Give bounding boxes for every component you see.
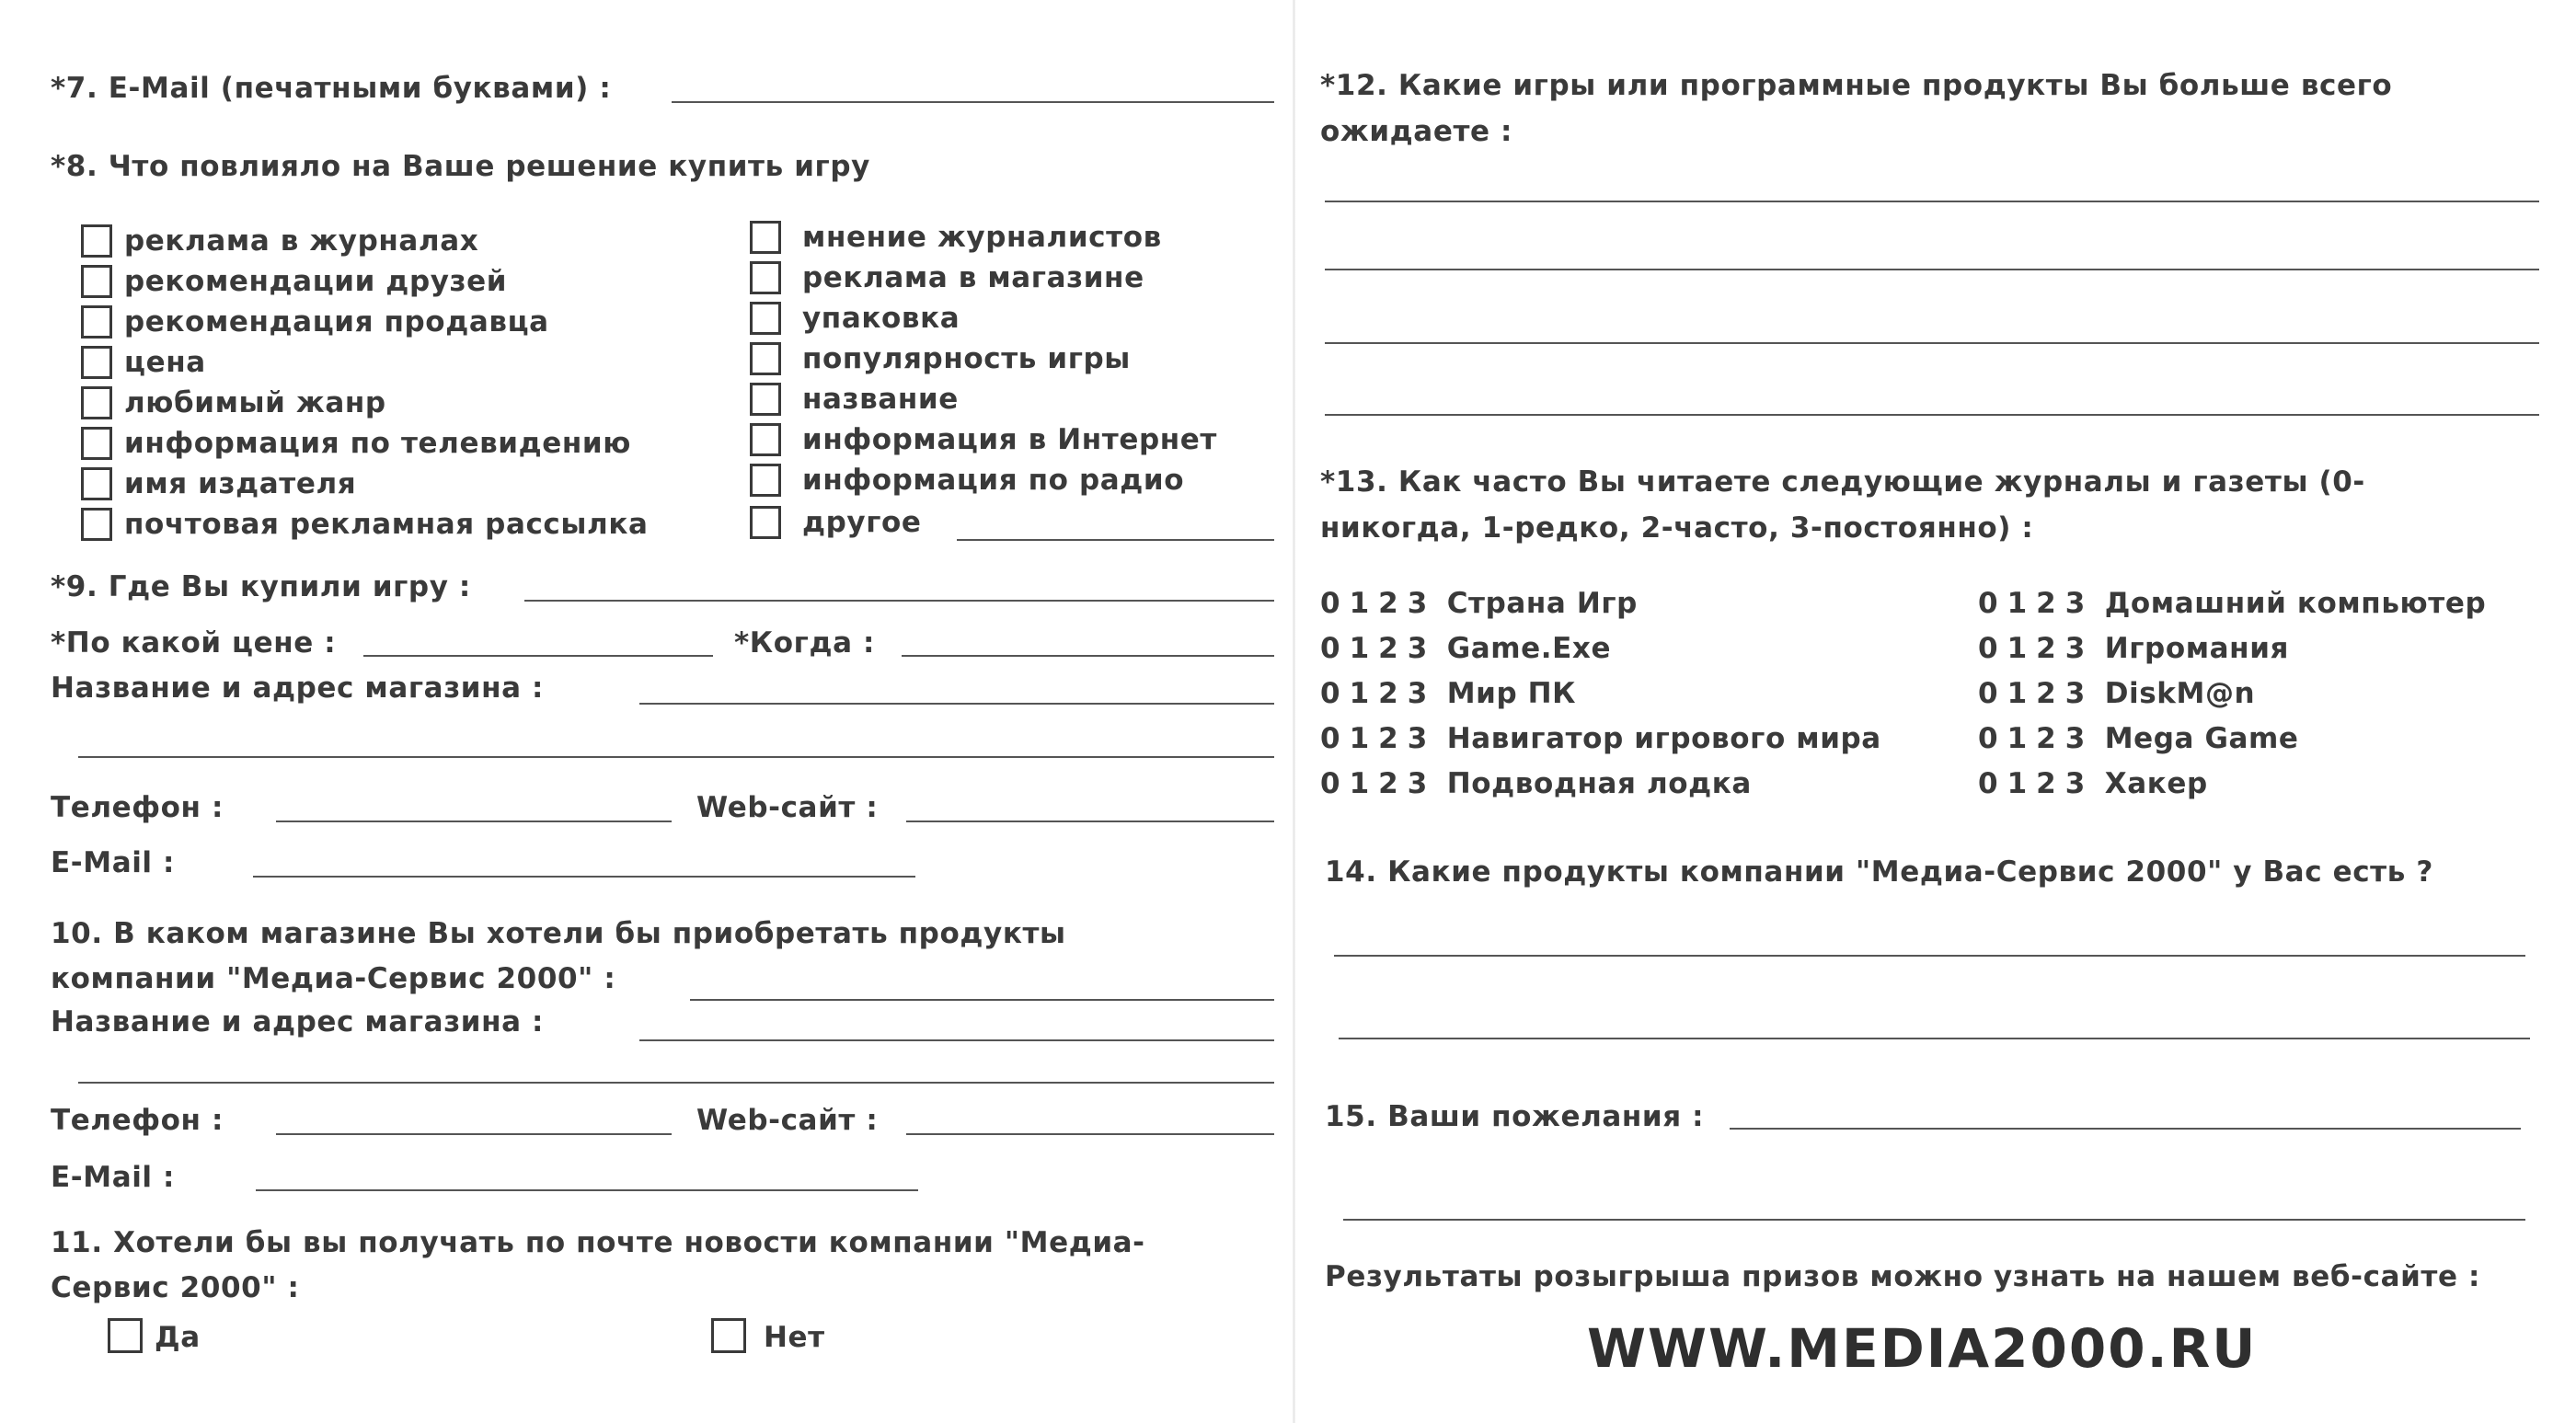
q12-answer-line-1[interactable]	[1325, 201, 2539, 202]
q12-answer-line-4[interactable]	[1325, 414, 2539, 416]
q9-email-label: E-Mail :	[51, 846, 176, 879]
checkbox-q11-yes[interactable]	[108, 1318, 143, 1353]
checkbox-q8-15[interactable]	[750, 464, 781, 497]
q9-store-label: Название и адрес магазина :	[51, 671, 545, 705]
option-label: другое	[802, 506, 922, 539]
q11-no-label: Нет	[764, 1321, 825, 1354]
q13-row[interactable]	[1320, 587, 1638, 620]
option-label: информация в Интернет	[802, 423, 1218, 456]
checkbox-q8-11[interactable]	[750, 302, 781, 335]
option-label: цена	[124, 346, 206, 379]
q14-answer-line-2[interactable]	[1339, 1038, 2530, 1039]
checkbox-q11-no[interactable]	[711, 1318, 746, 1353]
checkbox-q8-12[interactable]	[750, 342, 781, 375]
q15-answer-line-2[interactable]	[1343, 1219, 2525, 1221]
checkbox-q8-6[interactable]	[81, 427, 112, 460]
magazine-name: Mega Game	[2104, 722, 2299, 755]
checkbox-q8-7[interactable]	[81, 467, 112, 500]
checkbox-q8-8[interactable]	[81, 508, 112, 541]
magazine-name: Мир ПК	[1446, 677, 1577, 710]
checkbox-q8-5[interactable]	[81, 386, 112, 419]
q13-row[interactable]	[1978, 722, 2299, 755]
q13-row[interactable]	[1978, 632, 2289, 665]
q13-row[interactable]	[1320, 677, 1576, 710]
option-label: реклама в журналах	[124, 224, 479, 258]
q13-scale[interactable]: 0123	[1978, 767, 2095, 800]
q14-label: 14. Какие продукты компании "Медиа-Сервис 2000" у Вас есть ?	[1325, 855, 2433, 889]
option-label: почтовая рекламная рассылка	[124, 508, 649, 541]
q8-other-field[interactable]	[957, 539, 1274, 541]
option-label: рекомендация продавца	[124, 305, 549, 339]
q13-scale[interactable]: 0123	[1978, 632, 2095, 665]
q8-label: *8. Что повлияло на Ваше решение купить игру	[51, 150, 870, 183]
q13-row[interactable]	[1320, 632, 1611, 665]
q12-answer-line-2[interactable]	[1325, 269, 2539, 270]
option-label: название	[802, 383, 959, 416]
q13-scale[interactable]: 0123	[1320, 632, 1437, 665]
magazine-name: Хакер	[2104, 767, 2208, 800]
magazine-name: Игромания	[2104, 632, 2290, 665]
magazine-name: Подводная лодка	[1446, 767, 1752, 800]
magazine-name: Домашний компьютер	[2104, 587, 2487, 620]
q13-scale[interactable]: 0123	[1320, 677, 1437, 710]
option-label: реклама в магазине	[802, 261, 1144, 294]
q9-store-field-2[interactable]	[78, 756, 1274, 758]
checkbox-q8-3[interactable]	[81, 305, 112, 339]
q13-row[interactable]	[1978, 767, 2208, 800]
option-label: упаковка	[802, 302, 960, 335]
checkbox-q8-9[interactable]	[750, 221, 781, 254]
q13-row[interactable]	[1978, 587, 2486, 620]
q9-web-field[interactable]	[906, 821, 1274, 822]
q15-answer-line-1[interactable]	[1730, 1128, 2521, 1130]
q9-where-field[interactable]	[524, 600, 1274, 602]
q13-row[interactable]	[1320, 722, 1881, 755]
q10-label-line1: 10. В каком магазине Вы хотели бы приобретать продукты	[51, 917, 1066, 950]
q10-phone-label: Телефон :	[51, 1104, 224, 1137]
q13-scale[interactable]: 0123	[1978, 677, 2095, 710]
q13-row[interactable]	[1320, 767, 1752, 800]
q13-scale[interactable]: 0123	[1978, 587, 2095, 620]
option-label: имя издателя	[124, 467, 357, 500]
q10-phone-field[interactable]	[276, 1133, 672, 1135]
q9-when-field[interactable]	[902, 655, 1274, 657]
q11-yes-label: Да	[155, 1321, 201, 1354]
q10-label-line2: компании "Медиа-Сервис 2000" :	[51, 962, 616, 995]
q9-when-label: *Когда :	[734, 626, 875, 660]
magazine-name: Game.Exe	[1446, 632, 1612, 665]
checkbox-q8-2[interactable]	[81, 265, 112, 298]
q9-store-field[interactable]	[639, 703, 1274, 705]
checkbox-q8-4[interactable]	[81, 346, 112, 379]
q13-scale[interactable]: 0123	[1978, 722, 2095, 755]
option-label: информация по радио	[802, 464, 1185, 497]
fold-line	[1293, 0, 1295, 1423]
option-label: информация по телевидению	[124, 427, 631, 460]
q10-store-label: Название и адрес магазина :	[51, 1005, 545, 1039]
q13-row[interactable]	[1978, 677, 2255, 710]
checkbox-q8-16[interactable]	[750, 506, 781, 539]
q13-label-line2: никогда, 1-редко, 2-часто, 3-постоянно) :	[1320, 511, 2034, 545]
magazine-name: Навигатор игрового мира	[1446, 722, 1881, 755]
q12-label-line1: *12. Какие игры или программные продукты Вы больше всего	[1320, 69, 2393, 102]
q9-phone-field[interactable]	[276, 821, 672, 822]
q9-label: *9. Где Вы купили игру :	[51, 570, 471, 603]
q13-scale[interactable]: 0123	[1320, 587, 1437, 620]
q10-store-field-2[interactable]	[78, 1082, 1274, 1084]
q7-label: *7. E-Mail (печатными буквами) :	[51, 72, 612, 105]
checkbox-q8-10[interactable]	[750, 261, 781, 294]
website-url[interactable]: WWW.MEDIA2000.RU	[1587, 1317, 2258, 1380]
results-note: Результаты розыгрыша призов можно узнать на нашем веб-сайте :	[1325, 1260, 2480, 1293]
q9-web-label: Web-сайт :	[696, 791, 879, 824]
checkbox-q8-14[interactable]	[750, 423, 781, 456]
q15-label: 15. Ваши пожелания :	[1325, 1100, 1705, 1133]
option-label: любимый жанр	[124, 386, 386, 419]
q9-price-field[interactable]	[363, 655, 713, 657]
magazine-name: Страна Игр	[1446, 587, 1638, 620]
q12-answer-line-3[interactable]	[1325, 342, 2539, 344]
q13-label-line1: *13. Как часто Вы читаете следующие журналы и газеты (0-	[1320, 465, 2365, 499]
checkbox-q8-13[interactable]	[750, 383, 781, 416]
q10-web-field[interactable]	[906, 1133, 1274, 1135]
q7-email-field[interactable]	[672, 101, 1274, 103]
option-label: популярность игры	[802, 342, 1131, 375]
q9-phone-label: Телефон :	[51, 791, 224, 824]
q9-price-label: *По какой цене :	[51, 626, 337, 660]
option-label: рекомендации друзей	[124, 265, 508, 298]
q10-email-label: E-Mail :	[51, 1161, 176, 1194]
q10-store-name-field[interactable]	[690, 999, 1274, 1001]
q13-scale[interactable]: 0123	[1320, 722, 1437, 755]
q12-label-line2: ожидаете :	[1320, 115, 1513, 148]
q10-store-field[interactable]	[639, 1039, 1274, 1041]
q11-label-line1: 11. Хотели бы вы получать по почте новости компании "Медиа-	[51, 1226, 1145, 1259]
q14-answer-line-1[interactable]	[1334, 955, 2525, 957]
q10-email-field[interactable]	[256, 1189, 918, 1191]
q13-scale[interactable]: 0123	[1320, 767, 1437, 800]
checkbox-q8-1[interactable]	[81, 224, 112, 258]
q9-email-field[interactable]	[253, 876, 915, 878]
q11-label-line2: Сервис 2000" :	[51, 1271, 300, 1304]
q10-web-label: Web-сайт :	[696, 1104, 879, 1137]
option-label: мнение журналистов	[802, 221, 1162, 254]
magazine-name: DiskM@n	[2104, 677, 2256, 710]
